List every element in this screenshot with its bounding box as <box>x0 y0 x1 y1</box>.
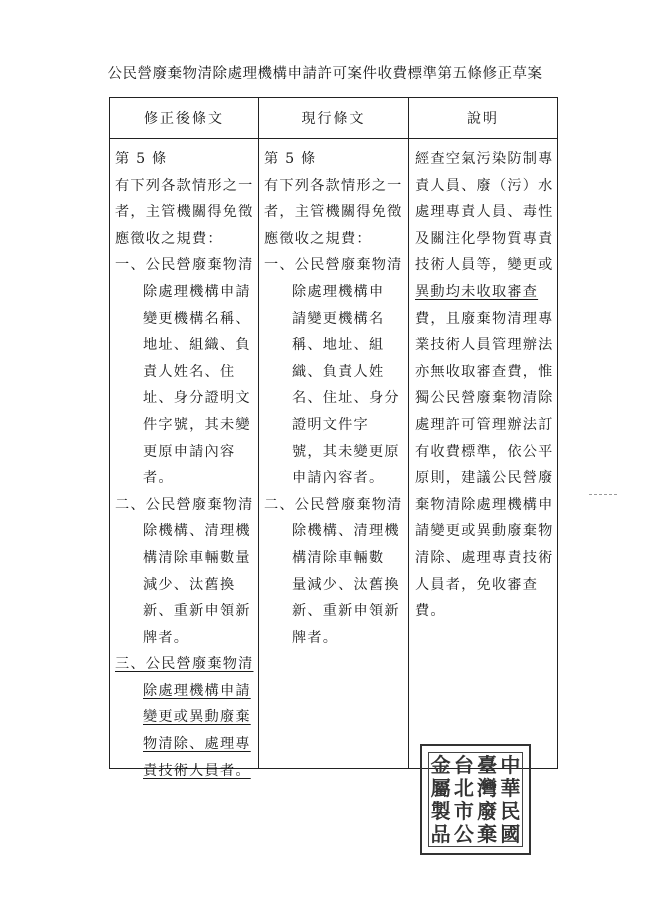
current-line: 二、公民營廢棄物清 <box>264 496 403 513</box>
explanation-line: 原則，建議公民營廢 <box>415 470 554 487</box>
current-line: 名、住址、身分 <box>292 390 400 407</box>
current-line: 除機構、清理機 <box>292 523 400 540</box>
explanation-line: 處理專責人員、毒性 <box>415 204 554 221</box>
explanation-line: 清除、處理專責技術 <box>415 549 554 566</box>
revised-line: 者。 <box>143 470 174 487</box>
seal-character: 屬 <box>430 775 451 800</box>
current-line: 新、重新申領新 <box>292 603 400 620</box>
revised-line: 地址、組織、負 <box>143 337 251 354</box>
explanation-line: 業技術人員管理辦法 <box>415 337 554 354</box>
current-line: 號，其未變更原 <box>292 443 400 460</box>
revised-line: 新、重新申領新 <box>143 603 251 620</box>
revised-line: 責技術人員者。 <box>143 762 251 779</box>
revised-line: 第 5 條 <box>115 151 168 167</box>
seal-character: 廢 <box>477 799 498 824</box>
revised-text-column <box>115 146 255 784</box>
current-line: 應徵收之規費： <box>264 230 372 247</box>
current-line: 申請內容者。 <box>292 470 385 487</box>
current-line: 稱、地址、組 <box>292 337 385 354</box>
current-line: 者，主管機關得免徵 <box>264 204 403 221</box>
revised-line: 有下列各款情形之一 <box>115 177 254 194</box>
current-text-column <box>264 146 404 651</box>
revised-line: 址、身分證明文 <box>143 390 251 407</box>
revised-line: 除處理機構申請 <box>143 682 251 699</box>
revised-line: 牌者。 <box>143 629 190 646</box>
explanation-line: 獨公民營廢棄物清除 <box>415 390 554 407</box>
current-line: 構清除車輛數 <box>292 549 385 566</box>
current-line: 證明文件字 <box>292 416 369 433</box>
revised-line: 應徵收之規費： <box>115 230 223 247</box>
revised-line: 責人姓名、住 <box>143 363 236 380</box>
seal-character: 灣 <box>477 775 498 800</box>
current-line: 量減少、汰舊換 <box>292 576 400 593</box>
explanation-line: 請變更或異動廢棄物 <box>415 523 554 540</box>
revised-line: 構清除車輛數量 <box>143 549 251 566</box>
seal-character: 製 <box>430 799 451 824</box>
header-current: 現行條文 <box>301 111 366 127</box>
seal-character: 臺 <box>477 752 498 777</box>
document-title: 公民營廢棄物清除處理機構申請許可案件收費標準第五條修正草案 <box>107 66 543 82</box>
seal-character: 公 <box>453 822 474 847</box>
explanation-line: 經查空氣污染防制專 <box>415 151 554 167</box>
revised-line: 除機構、清理機 <box>143 523 251 540</box>
revised-line: 除處理機構申請 <box>143 283 251 300</box>
revised-line: 三、公民營廢棄物清 <box>115 656 254 673</box>
current-line: 牌者。 <box>292 629 339 646</box>
revised-line: 物清除、處理專 <box>143 736 251 753</box>
revised-line: 變更機構名稱、 <box>143 310 251 327</box>
explanation-line: 棄物清除處理機構申 <box>415 496 554 513</box>
explanation-line: 異動均未收取審查 <box>415 283 539 300</box>
seal-character: 華 <box>500 775 521 800</box>
explanation-line: 人員者，免收審查 <box>415 576 539 593</box>
header-revised: 修正後條文 <box>144 111 224 127</box>
current-line: 第 5 條 <box>264 151 317 167</box>
revised-line: 件字號，其未變 <box>143 416 251 433</box>
seal-character: 國 <box>500 822 521 847</box>
seal-character: 市 <box>453 799 474 824</box>
explanation-line: 亦無收取審查費，惟 <box>415 363 554 380</box>
header-divider <box>110 138 557 139</box>
explanation-line: 費。 <box>415 603 446 620</box>
revised-line: 一、公民營廢棄物清 <box>115 257 254 274</box>
seal-character: 品 <box>430 822 451 847</box>
revised-line: 二、公民營廢棄物清 <box>115 496 254 513</box>
explanation-line: 責人員、廢（污）水 <box>415 177 554 194</box>
explanation-line: 有收費標準，依公平 <box>415 443 554 460</box>
explanation-line: 技術人員等，變更或 <box>415 257 554 274</box>
revised-line: 減少、汰舊換 <box>143 576 236 593</box>
current-line: 織、負責人姓 <box>292 363 385 380</box>
column-divider-1 <box>258 98 259 768</box>
seal-grid <box>428 752 523 847</box>
current-line: 除處理機構申 <box>292 283 385 300</box>
explanation-line: 費，且廢棄物清理專 <box>415 310 554 327</box>
revised-line: 變更或異動廢棄 <box>143 709 251 726</box>
seal-character: 台 <box>453 752 474 777</box>
seal-character: 民 <box>500 799 521 824</box>
explanation-line: 處理許可管理辦法訂 <box>415 416 554 433</box>
revised-line: 更原申請內容 <box>143 443 236 460</box>
header-explanation: 說明 <box>467 111 499 127</box>
seal-character: 北 <box>453 775 474 800</box>
current-line: 有下列各款情形之一 <box>264 177 403 194</box>
explanation-column <box>415 146 555 625</box>
seal-character: 金 <box>430 752 451 777</box>
official-seal <box>420 744 531 855</box>
edge-mark <box>589 494 617 495</box>
comparison-table <box>109 97 558 779</box>
seal-character: 棄 <box>477 822 498 847</box>
revised-line: 者，主管機關得免徵 <box>115 204 254 221</box>
explanation-line: 及關注化學物質專責 <box>415 230 554 247</box>
column-divider-2 <box>408 98 409 768</box>
current-line: 請變更機構名 <box>292 310 385 327</box>
seal-character: 中 <box>500 752 521 777</box>
current-line: 一、公民營廢棄物清 <box>264 257 403 274</box>
